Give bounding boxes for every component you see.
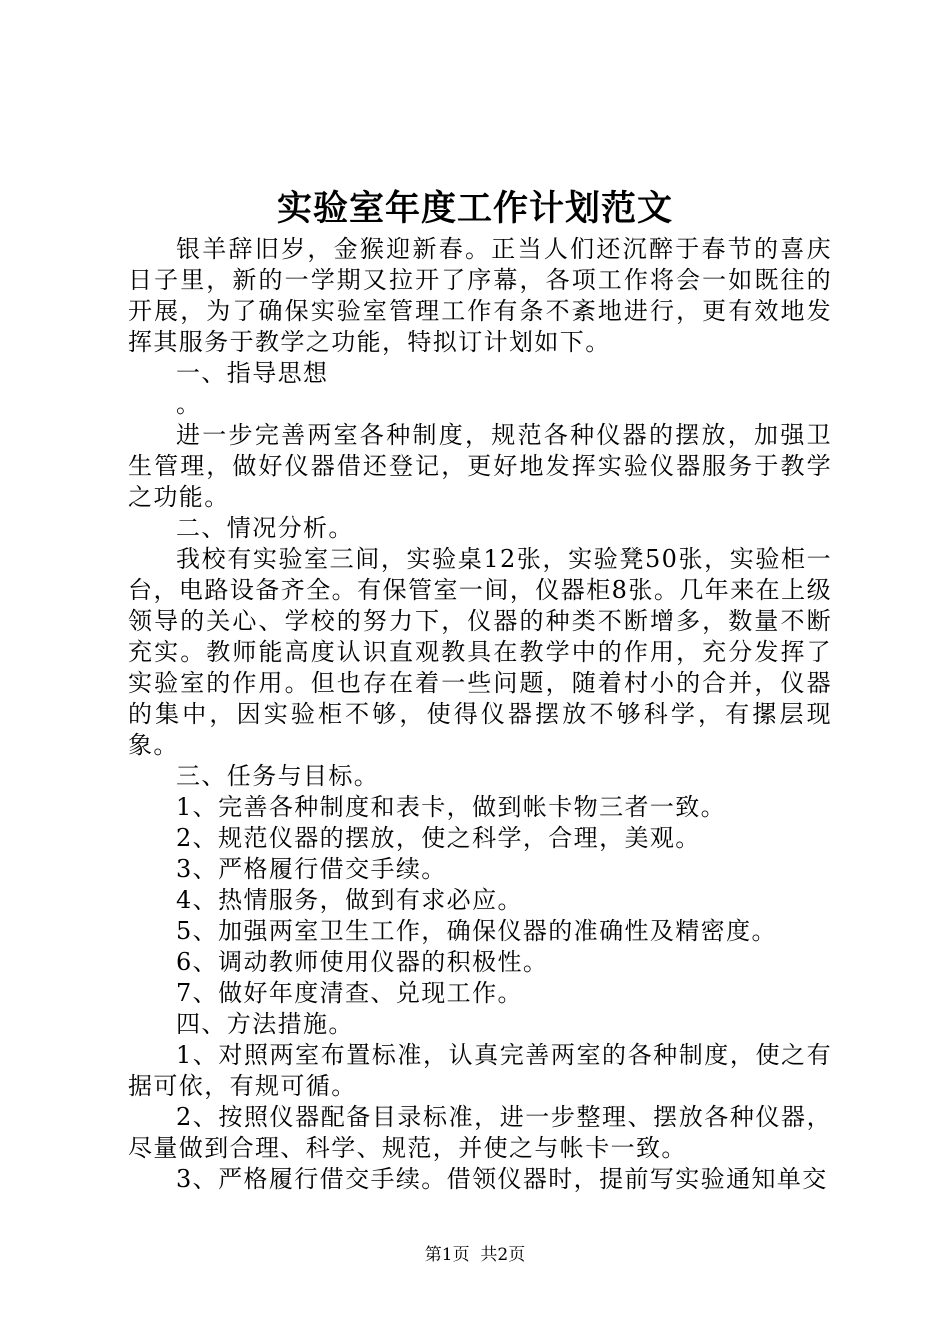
task-item-2: 2、规范仪器的摆放，使之科学，合理，美观。 (176, 824, 701, 852)
page-number: 第1页 (424, 1245, 470, 1265)
intro-paragraph: 银羊辞旧岁，金猴迎新春。正当人们还沉醉于春节的喜庆日子里，新的一学期又拉开了序幕，各项工作将会一如既往的开展，为了确保实验室管理工作有条不紊地进行，更有效地发挥其服务于教学之功能，特拟订计划如下。 (128, 235, 832, 356)
method-item-1: 1、对照两室布置标准，认真完善两室的各种制度，使之有据可依，有规可循。 (128, 1041, 832, 1100)
situation-analysis-paragraph: 我校有实验室三间，实验桌12张，实验凳50张，实验柜一台，电路设备齐全。有保管室一间，仪器柜8张。几年来在上级领导的关心、学校的努力下，仪器的种类不断增多，数量不断充实。教师能高度认识直观教具在教学中的作用，充分发挥了实验室的作用。但也存在着一些问题，随着村小的合并，仪器的集中，因实验柜不够，使得仪器摆放不够科学，有摞层现象。 (128, 545, 832, 759)
method-item-3: 3、严格履行借交手续。借领仪器时，提前写实验通知单交 (176, 1165, 828, 1193)
task-item-6: 6、调动教师使用仪器的积极性。 (176, 948, 549, 976)
section-heading-tasks-goals: 三、任务与目标。 (176, 762, 380, 790)
document-body (128, 234, 832, 1195)
method-item-2: 2、按照仪器配备目录标准，进一步整理、摆放各种仪器，尽量做到合理、科学、规范，并使之与帐卡一致。 (128, 1103, 832, 1162)
task-item-7: 7、做好年度清查、兑现工作。 (176, 979, 523, 1007)
section-heading-guiding-ideas: 一、指导思想 (176, 359, 329, 387)
task-item-4: 4、热情服务，做到有求必应。 (176, 886, 523, 914)
task-item-3: 3、严格履行借交手续。 (176, 855, 447, 883)
stray-punctuation-line: 。 (176, 390, 202, 418)
page-total: 共2页 (480, 1245, 526, 1265)
document-title: 实验室年度工作计划范文 (276, 188, 673, 229)
section-heading-situation-analysis: 二、情况分析。 (176, 514, 354, 542)
section-heading-methods: 四、方法措施。 (176, 1010, 354, 1038)
footer-gap (470, 1245, 481, 1265)
page-footer (0, 1243, 950, 1267)
guiding-ideas-paragraph: 进一步完善两室各种制度，规范各种仪器的摆放，加强卫生管理，做好仪器借还登记，更好地发挥实验仪器服务于教学之功能。 (128, 421, 832, 511)
task-item-1: 1、完善各种制度和表卡，做到帐卡物三者一致。 (176, 793, 727, 821)
task-item-5: 5、加强两室卫生工作，确保仪器的准确性及精密度。 (176, 917, 777, 945)
